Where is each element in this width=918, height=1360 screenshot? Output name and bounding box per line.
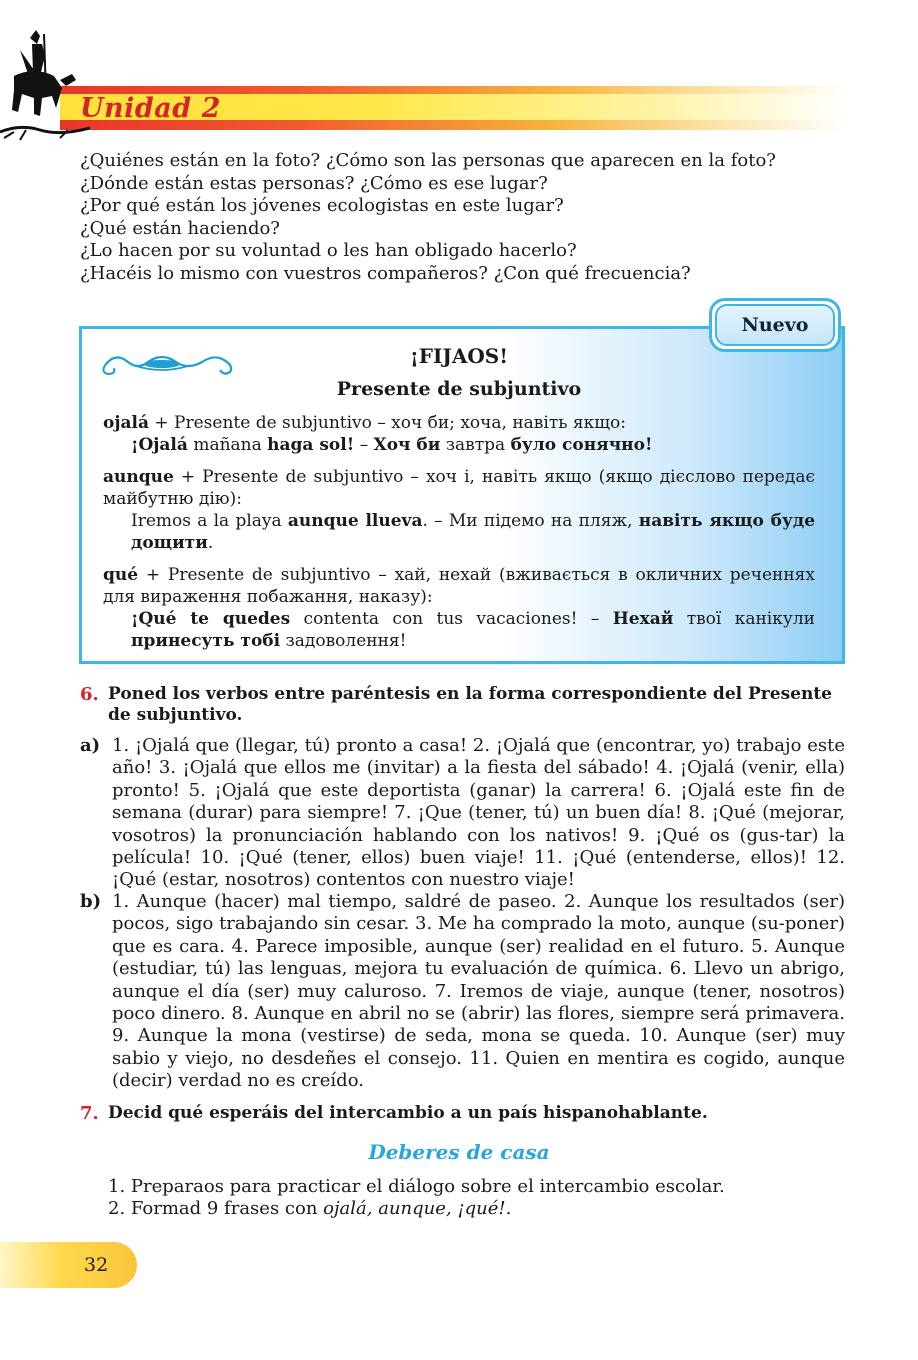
grammar-subtitle: Presente de subjuntivo [336, 378, 582, 400]
homework-title: Deberes de casa [368, 1140, 550, 1164]
exercise-title: Decid qué esperáis del intercambio a un país hispanohablante. [108, 1103, 708, 1123]
grammar-body [103, 412, 815, 652]
grammar-example-aunque: Iremos a la playa aunque llueva. – Ми підемо на пляж, навіть якщо буде дощити. [131, 511, 816, 553]
homework-list [108, 1176, 725, 1221]
question-line: ¿Lo hacen por su voluntad o les han obligado hacerlo? [80, 240, 577, 262]
part-text: 1. Aunque (hacer) mal tiempo, saldré de paseo. 2. Aunque los resultados (ser) pocos, sigo trabajando sin cesar. 3. Me ha comprado la moto, aunque (su-poner) que es cara. 4. Parece imposible, aunque (ser) realidad en el futuro. 5. Aunque (estudiar, tú) las lenguas, mejora tu evaluación de química. 6. Llevo un abrigo, aunque el día (ser) muy caluroso. 7. Iremos de viaje, aunque (tener, nosotros) poco dinero. 8. Aunque en abril no se (abrir) las flores, siempre será primavera. 9. Aunque la mona (vestirse) de seda, mona se queda. 10. Aunque (ser) muy sabio y viejo, no desdeñes el consejo. 11. Quien en mentira es cogido, aunque (decir) verdad no es creído. [112, 891, 845, 1092]
exercise-title: Poned los verbos entre paréntesis en la forma correspondiente del Presente de subjuntivo. [108, 684, 832, 725]
page-number: 32 [84, 1254, 109, 1276]
grammar-rule-ojala: ojalá + Presente de subjuntivo – хоч би; хоча, навіть якщо: [103, 413, 626, 433]
nuevo-badge-label: Nuevo [741, 314, 809, 336]
exercise-7-heading [80, 1103, 845, 1123]
part-text: 1. ¡Ojalá que (llegar, tú) pronto a casa! 2. ¡Ojalá que (encontrar, yo) trabajo este año! 3. ¡Ojalá que ellos me (invitar) a la fiesta del sábado! 4. ¡Ojalá (venir, ella) pronto! 5. ¡Ojalá que este deportista (ganar) la carrera! 6. ¡Ojalá este fin de semana (durar) para siempre! 7. ¡Que (tener, tú) un buen día! 8. ¡Qué (mejorar, vosotros) la pronunciación hablando con los nativos! 9. ¡Qué os (gus-tar) la película! 10. ¡Qué (tener, ellos) buen viaje! 11. ¡Qué (entenderse, ellos)! 12. ¡Qué (estar, nosotros) contentos con nuestro viaje! [112, 735, 845, 891]
question-line: ¿Qué están haciendo? [80, 217, 280, 239]
grammar-example-que: ¡Qué te quedes contenta con tus vacaciones! – Нехай твої канікули принесуть тобі задоволення! [131, 609, 815, 651]
homework-item: 2. Formad 9 frases con ojalá, aunque, ¡qué!. [108, 1198, 512, 1220]
question-line: ¿Quiénes están en la foto? ¿Cómo son las personas que aparecen en la foto? [80, 150, 776, 171]
exercise-6-part-b [80, 891, 845, 1093]
exercise-number: 6. [80, 684, 99, 705]
exercise-number: 7. [80, 1103, 99, 1124]
grammar-rule-aunque: aunque + Presente de subjuntivo – хоч і, навіть якщо (якщо дієслово передає майбутню дію): [103, 467, 815, 509]
unit-title: Unidad 2 [80, 93, 221, 124]
don-quijote-illustration-icon [0, 20, 90, 150]
grammar-rule-que: qué + Presente de subjuntivo – хай, нехай (вживається в окличних реченнях для вираження побажання, наказу): [103, 565, 815, 607]
part-tag: a) [80, 735, 101, 756]
page-number-tab [0, 1242, 137, 1288]
homework-item: 1. Preparaos para practicar el diálogo sobre el intercambio escolar. [108, 1176, 725, 1197]
exercise-6-part-a [80, 735, 845, 892]
part-tag: b) [80, 891, 102, 912]
question-line: ¿Dónde están estas personas? ¿Cómo es ese lugar? [80, 172, 548, 194]
grammar-example-ojala: ¡Ojalá mañana haga sol! – Хоч би завтра було сонячно! [131, 435, 653, 455]
question-line: ¿Por qué están los jóvenes ecologistas en este lugar? [80, 195, 564, 217]
intro-questions [80, 150, 860, 286]
exercise-6-heading [80, 684, 845, 726]
question-line: ¿Hacéis lo mismo con vuestros compañeros? ¿Con qué frecuencia? [80, 262, 691, 284]
grammar-title: ¡FIJAOS! [410, 344, 508, 368]
